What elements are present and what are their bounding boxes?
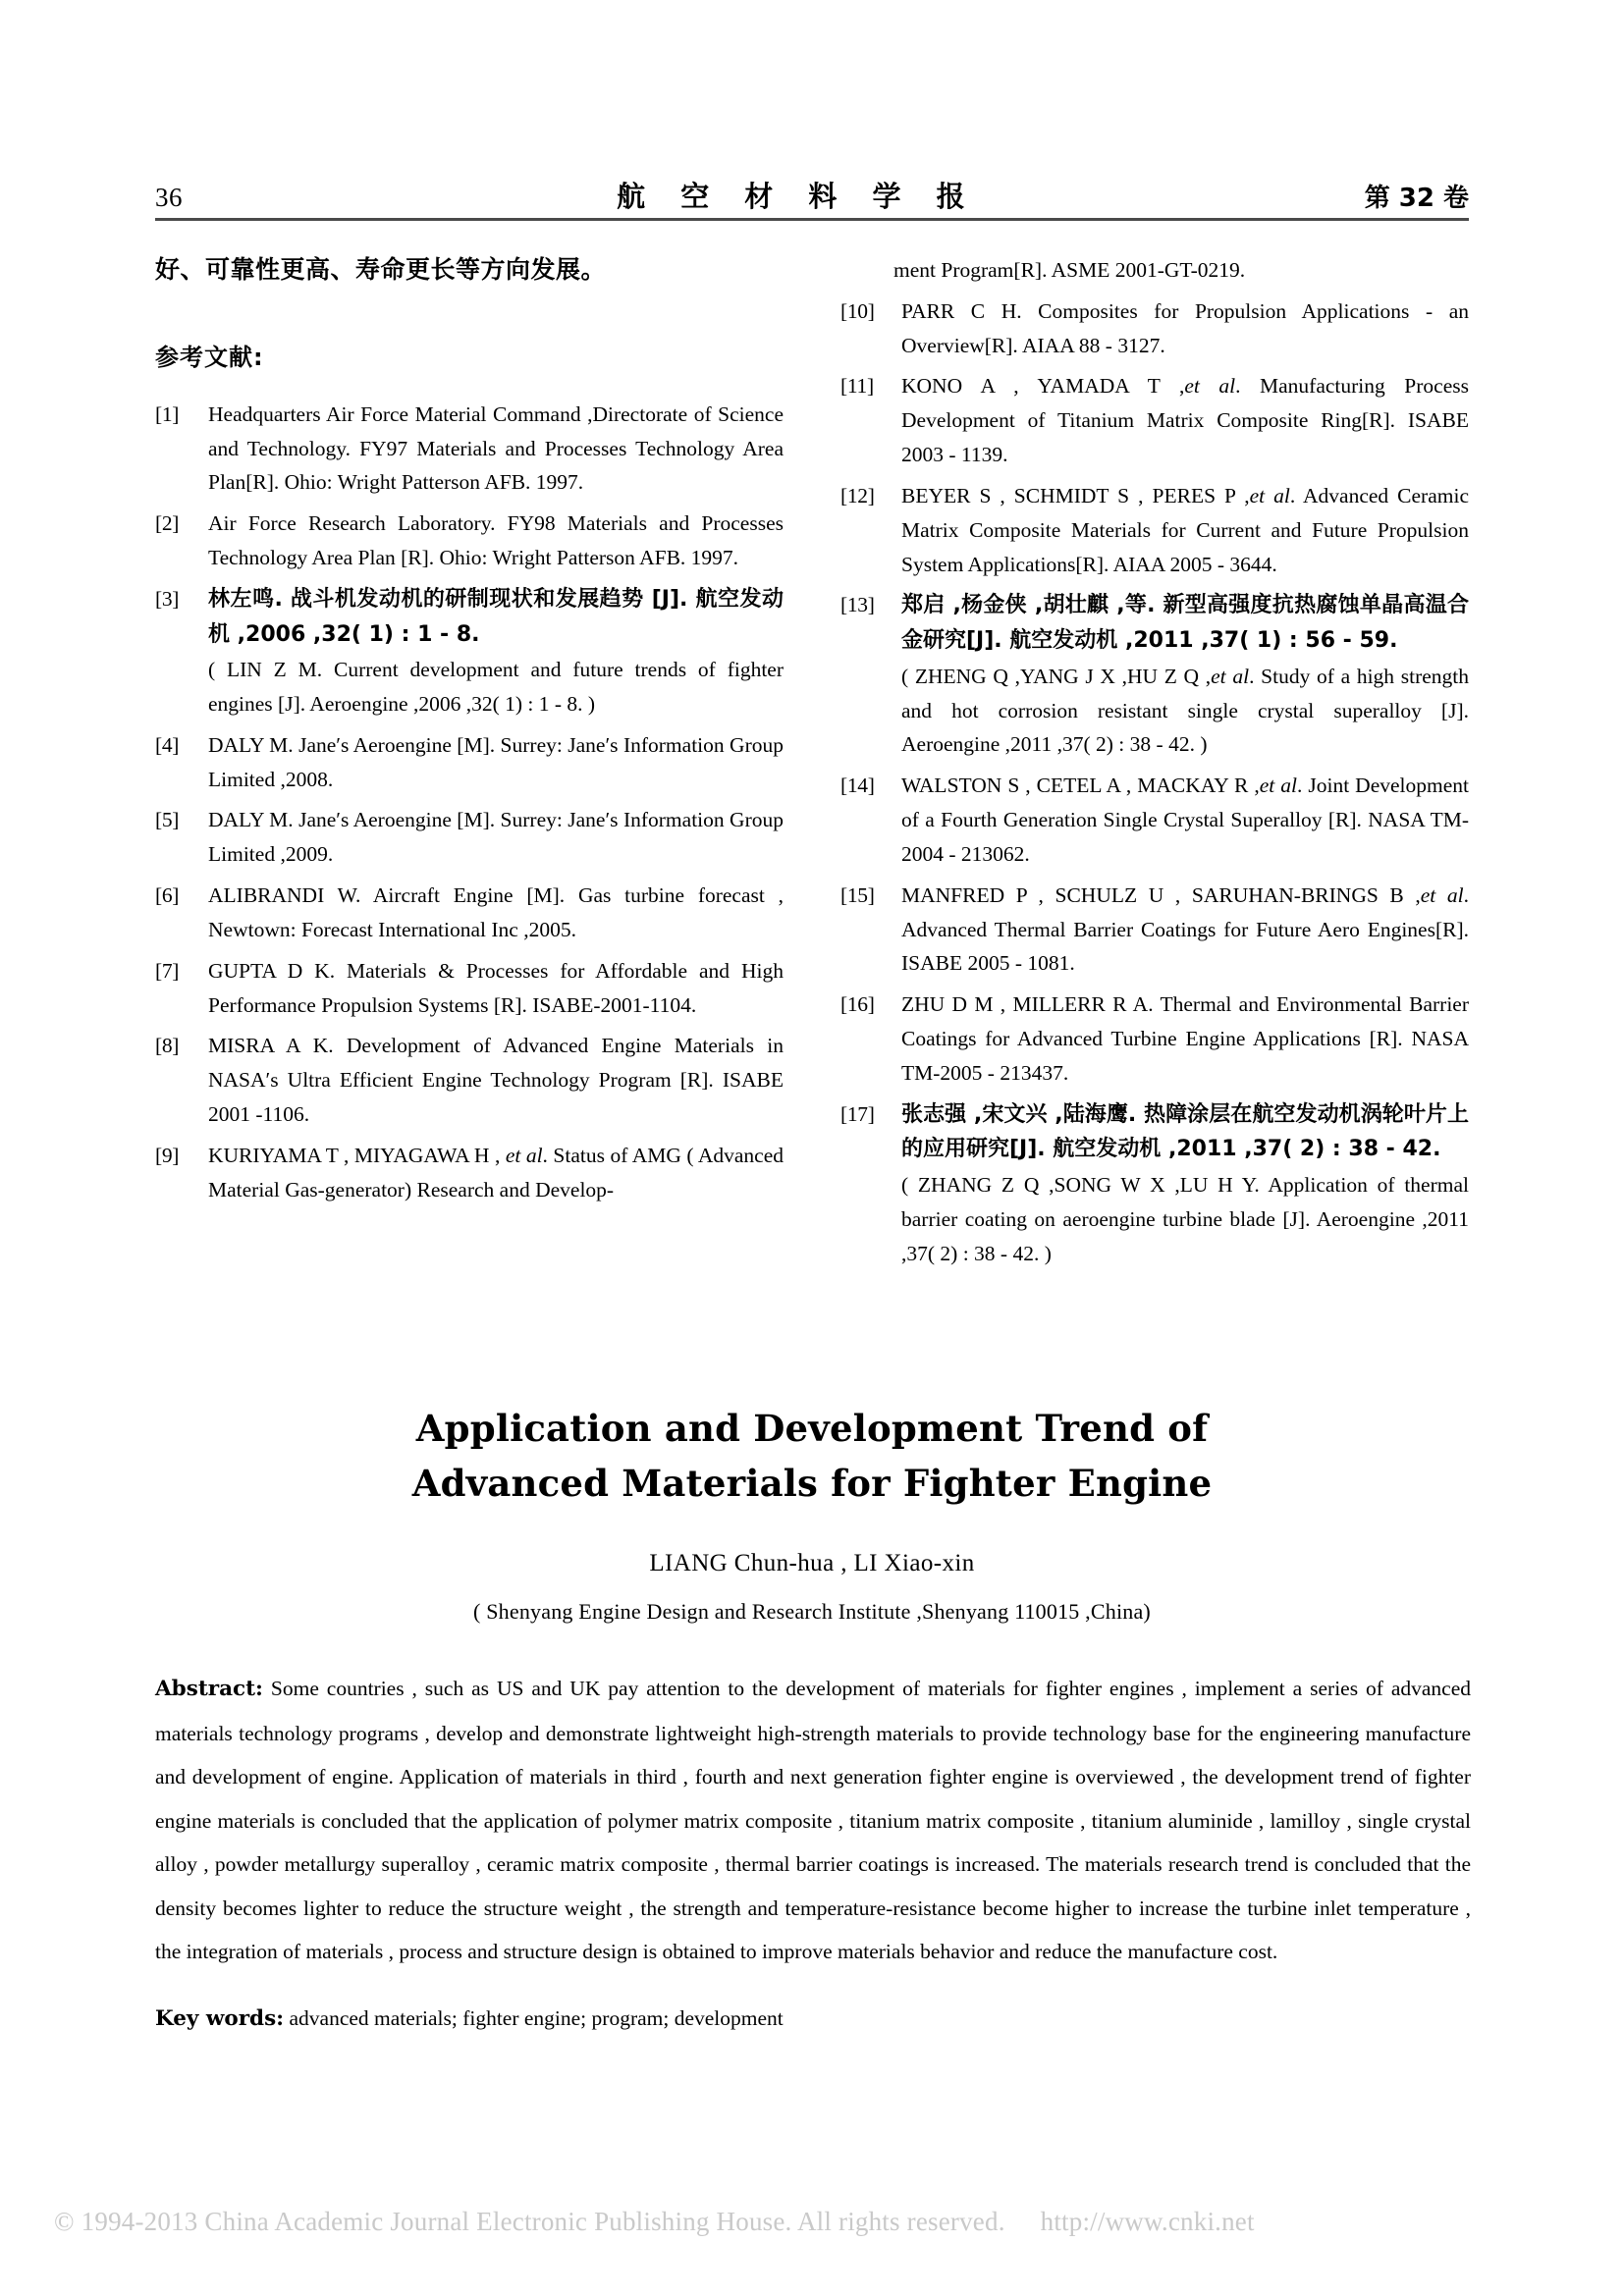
reference-number: [2] — [155, 511, 180, 536]
et-al-italic: et al — [1184, 374, 1236, 399]
abstract-paragraph — [155, 1667, 1471, 1974]
reference-item — [840, 879, 1469, 981]
reference-number: [11] — [840, 374, 874, 399]
reference-text-chinese: 林左鸣. 战斗机发动机的研制现状和发展趋势 [J]. 航空发动机 ,2006 ,32( 1) : 1 - 8. — [208, 586, 784, 647]
et-al-italic: et al — [1249, 483, 1290, 507]
reference-number: [5] — [155, 808, 180, 832]
reference-text: MISRA A K. Development of Advanced Engine Materials in NASA′s Ultra Efficient Engine Technology Program [R]. ISABE 2001 -1106. — [208, 1034, 784, 1127]
journal-title: 航 空 材 料 学 报 — [617, 180, 978, 213]
reference-number-spacer — [840, 253, 893, 288]
author-list: LIANG Chun-hua , LI Xiao-xin — [649, 1550, 975, 1576]
reference-item — [155, 582, 784, 721]
reference-item — [155, 1029, 784, 1131]
reference-item — [155, 1139, 784, 1207]
reference-number: [9] — [155, 1143, 180, 1167]
keywords-paragraph — [155, 2000, 1471, 2039]
abstract-block — [155, 1667, 1471, 2038]
reference-text-part: ( ZHENG Q ,YANG J X ,HU Z Q , — [901, 664, 1212, 688]
reference-number: [6] — [155, 883, 180, 908]
reference-text-translation: ( LIN Z M. Current development and future trends of fighter engines [J]. Aeroengine ,2006 ,32( 1) : 1 - 8. ) — [208, 658, 784, 716]
cnki-url: http://www.cnki.net — [1040, 2207, 1255, 2236]
reference-text: Headquarters Air Force Material Command ,Directorate of Science and Technology. FY97 Materials and Processes Technology Area Plan[R]. Ohio: Wright Patterson AFB. 1997. — [208, 401, 784, 495]
copyright-text: © 1994-2013 China Academic Journal Electronic Publishing House. All rights reserved. — [54, 2207, 1005, 2236]
left-column — [155, 253, 784, 1277]
reference-item — [840, 988, 1469, 1090]
reference-text-part: . Manufacturing Process Development of Titanium Matrix Composite Ring[R]. ISABE 2003 - 1139. — [901, 374, 1469, 467]
reference-item — [840, 1097, 1469, 1271]
abstract-body: Some countries , such as US and UK pay attention to the development of materials for fighter engines , implement a series of advanced materials technology programs , develop and demonstrate lightweight high-strength materials to provide technology base for the engineering manufacture and development of engine. Application of materials in third , fourth and next generation fighter engine is overviewed , the development trend of fighter engine materials is concluded that the application of polymer matrix composite , titanium matrix composite , titanium aluminide , lamilloy , single crystal alloy , powder metallurgy superalloy , ceramic matrix composite , thermal barrier coatings is increased. The materials research trend is concluded that the density becomes lighter to reduce the structure weight , the strength and temperature-resistance become higher to increase the turbine inlet temperature , the integration of materials , process and structure design is obtained to improve materials behavior and reduce the manufacture cost. — [155, 1677, 1471, 1963]
keywords-body: advanced materials; fighter engine; program; development — [284, 2005, 784, 2030]
reference-text-part: MANFRED P , SCHULZ U , SARUHAN-BRINGS B , — [901, 882, 1421, 907]
volume-label: 第 32 卷 — [1364, 184, 1469, 213]
article-title-line-2: Advanced Materials for Fighter Engine — [411, 1461, 1213, 1505]
reference-number: [17] — [840, 1101, 875, 1126]
right-column — [840, 253, 1469, 1277]
reference-text — [901, 479, 1469, 581]
reference-number: [1] — [155, 401, 180, 426]
references-heading: 参考文献: — [155, 343, 264, 371]
reference-text — [901, 769, 1469, 871]
reference-text-part: WALSTON S , CETEL A , MACKAY R , — [901, 774, 1260, 798]
reference-text-part: . Status of AMG ( Advanced Material Gas-generator) Research and Develop- — [208, 1143, 784, 1201]
reference-number: [15] — [840, 882, 875, 907]
affiliation: ( Shenyang Engine Design and Research Institute ,Shenyang 110015 ,China) — [473, 1599, 1151, 1624]
et-al-italic: et al — [1420, 882, 1464, 907]
reference-item — [155, 803, 784, 872]
reference-number: [8] — [155, 1034, 180, 1058]
reference-text: DALY M. Jane′s Aeroengine [M]. Surrey: Jane′s Information Group Limited ,2008. — [208, 732, 784, 791]
page-number: 36 — [155, 183, 183, 212]
reference-number: [13] — [840, 593, 875, 617]
header-divider — [155, 218, 1469, 221]
reference-item — [840, 479, 1469, 581]
reference-item — [840, 369, 1469, 471]
reference-text-chinese: 郑启 ,杨金侠 ,胡壮麒 ,等. 新型高强度抗热腐蚀单晶高温合金研究[J]. 航空发动机 ,2011 ,37( 1) : 56 - 59. — [901, 593, 1469, 654]
reference-continuation — [840, 253, 1469, 288]
reference-text: ALIBRANDI W. Aircraft Engine [M]. Gas turbine forecast , Newtown: Forecast International Inc ,2005. — [208, 883, 784, 941]
reference-number: [3] — [155, 586, 180, 611]
reference-number: [14] — [840, 774, 875, 798]
reference-text-translation — [901, 660, 1469, 762]
reference-text: Air Force Research Laboratory. FY98 Materials and Processes Technology Area Plan [R]. Ohio: Wright Patterson AFB. 1997. — [208, 511, 784, 570]
reference-text-part: . Advanced Thermal Barrier Coatings for Future Aero Engines[R]. ISABE 2005 - 1081. — [901, 882, 1469, 976]
reference-text: GUPTA D K. Materials & Processes for Affordable and High Performance Propulsion Systems [R]. ISABE-2001-1104. — [208, 958, 784, 1017]
reference-text — [208, 1139, 784, 1207]
reference-number: [7] — [155, 958, 180, 983]
reference-item — [840, 769, 1469, 871]
english-title-block — [155, 1402, 1469, 1625]
running-head — [155, 175, 1469, 215]
reference-number: [12] — [840, 483, 875, 507]
reference-continuation-text: ment Program[R]. ASME 2001-GT-0219. — [893, 258, 1246, 282]
reference-text-chinese: 张志强 ,宋文兴 ,陆海鹰. 热障涂层在航空发动机涡轮叶片上的应用研究[J]. 航空发动机 ,2011 ,37( 2) : 38 - 42. — [901, 1101, 1469, 1162]
reference-text-translation: ( ZHANG Z Q ,SONG W X ,LU H Y. Application of thermal barrier coating on aeroengine turbine blade [J]. Aeroengine ,2011 ,37( 2) : 38 - 42. ) — [901, 1172, 1469, 1265]
reference-text — [208, 582, 784, 721]
reference-text: ZHU D M , MILLERR R A. Thermal and Environmental Barrier Coatings for Advanced Turbine Engine Applications [R]. NASA TM-2005 - 213437. — [901, 992, 1469, 1085]
reference-text-part: BEYER S , SCHMIDT S , PERES P , — [901, 483, 1250, 507]
reference-text-part: . Joint Development of a Fourth Generation Single Crystal Superalloy [R]. NASA TM-2004 - 213062. — [901, 774, 1469, 866]
reference-item — [155, 728, 784, 797]
reference-text — [901, 369, 1469, 471]
reference-item — [155, 954, 784, 1023]
reference-text: PARR C H. Composites for Propulsion Applications - an Overview[R]. AIAA 88 - 3127. — [901, 298, 1469, 357]
reference-text — [901, 588, 1469, 762]
keywords-label: Key words: — [155, 2005, 285, 2031]
reference-number: [16] — [840, 992, 875, 1017]
reference-text-part: . Advanced Ceramic Matrix Composite Materials for Current and Future Propulsion System Applications[R]. AIAA 2005 - 3644. — [901, 483, 1469, 576]
et-al-italic: et al — [505, 1143, 543, 1167]
article-title-line-1: Application and Development Trend of — [415, 1407, 1209, 1450]
reference-text-part: KONO A , YAMADA T , — [901, 374, 1185, 399]
reference-columns — [155, 253, 1469, 1277]
reference-text — [901, 879, 1469, 981]
reference-text-part: . Study of a high strength and hot corrosion resistant single crystal superalloy [J]. Aeroengine ,2011 ,37( 2) : 38 - 42. ) — [901, 664, 1469, 757]
reference-number: [4] — [155, 732, 180, 757]
reference-item — [155, 507, 784, 575]
reference-item — [840, 294, 1469, 363]
lead-paragraph: 好、可靠性更高、寿命更长等方向发展。 — [155, 255, 607, 284]
reference-text — [901, 1097, 1469, 1271]
reference-item — [155, 879, 784, 947]
et-al-italic: et al — [1259, 774, 1297, 798]
copyright-watermark — [54, 2207, 1429, 2237]
reference-text: DALY M. Jane′s Aeroengine [M]. Surrey: Jane′s Information Group Limited ,2009. — [208, 808, 784, 867]
reference-item — [840, 588, 1469, 762]
reference-item — [155, 398, 784, 500]
reference-number: [10] — [840, 298, 875, 323]
abstract-label: Abstract: — [155, 1677, 263, 1701]
reference-text-part: KURIYAMA T , MIYAGAWA H , — [208, 1143, 506, 1167]
et-al-italic: et al — [1211, 664, 1250, 688]
